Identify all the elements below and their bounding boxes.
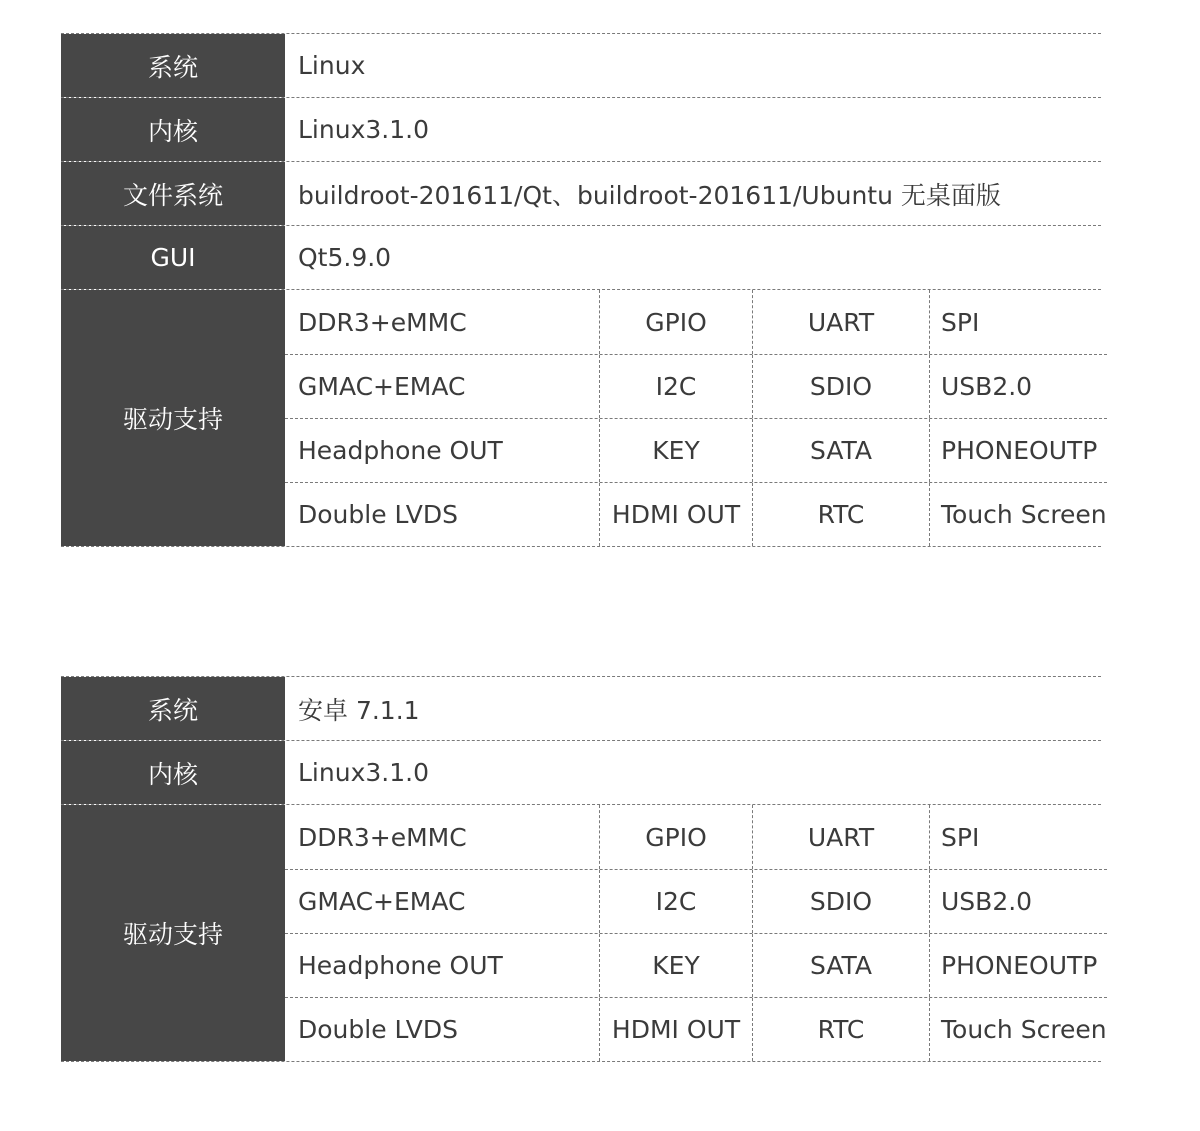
spec-row-system — [61, 33, 1101, 97]
row-value: 安卓 7.1.1 — [298, 695, 420, 725]
spec-row-gui — [61, 225, 1101, 289]
spec-row-kernel — [61, 740, 1101, 804]
driver-row — [285, 997, 1107, 1061]
driver-row — [285, 933, 1107, 997]
driver-cell: SPI — [929, 805, 1107, 869]
driver-row — [285, 869, 1107, 933]
driver-cell: USB2.0 — [929, 355, 1107, 418]
driver-cell: PHONEOUTP — [929, 419, 1107, 482]
driver-grid — [285, 290, 1107, 546]
spec-row-filesystem — [61, 161, 1101, 225]
row-label: 文件系统 — [61, 162, 285, 225]
driver-cell: HDMI OUT — [599, 483, 752, 546]
driver-cell: DDR3+eMMC — [298, 822, 467, 852]
driver-cell: GMAC+EMAC — [298, 372, 466, 401]
row-value: Linux3.1.0 — [298, 758, 429, 787]
driver-cell: KEY — [599, 419, 752, 482]
row-label: 内核 — [61, 98, 285, 161]
driver-cell: GMAC+EMAC — [298, 887, 466, 916]
row-label: 内核 — [61, 741, 285, 804]
driver-cell: HDMI OUT — [599, 998, 752, 1061]
driver-cell: Touch Screen — [929, 998, 1107, 1061]
driver-row — [285, 354, 1107, 418]
spec-row-kernel — [61, 97, 1101, 161]
driver-cell: DDR3+eMMC — [298, 307, 467, 337]
driver-cell: USB2.0 — [929, 870, 1107, 933]
row-label: 驱动支持 — [61, 290, 285, 546]
driver-cell: RTC — [752, 483, 929, 546]
driver-row — [285, 290, 1107, 354]
linux-spec-table — [61, 33, 1107, 547]
spec-row-drivers — [61, 289, 1107, 547]
driver-cell: Double LVDS — [298, 1015, 458, 1044]
driver-cell: GPIO — [599, 805, 752, 869]
driver-row — [285, 418, 1107, 482]
driver-grid — [285, 805, 1107, 1061]
driver-cell: Headphone OUT — [298, 436, 503, 465]
driver-cell: KEY — [599, 934, 752, 997]
spec-row-drivers — [61, 804, 1107, 1062]
driver-cell: SDIO — [752, 870, 929, 933]
driver-cell: I2C — [599, 870, 752, 933]
driver-cell: UART — [752, 805, 929, 869]
driver-row — [285, 482, 1107, 546]
row-value: Qt5.9.0 — [298, 243, 392, 272]
row-label: 系统 — [61, 34, 285, 97]
driver-cell: I2C — [599, 355, 752, 418]
driver-cell: RTC — [752, 998, 929, 1061]
driver-cell: SDIO — [752, 355, 929, 418]
driver-cell: Headphone OUT — [298, 951, 503, 980]
driver-cell: Double LVDS — [298, 500, 458, 529]
driver-cell: Touch Screen — [929, 483, 1107, 546]
driver-cell: SPI — [929, 290, 1107, 354]
row-value: Linux — [298, 51, 366, 80]
row-label: GUI — [61, 226, 285, 289]
row-label: 系统 — [61, 677, 285, 740]
row-value: Linux3.1.0 — [298, 115, 429, 144]
driver-cell: UART — [752, 290, 929, 354]
driver-cell: PHONEOUTP — [929, 934, 1107, 997]
driver-cell: SATA — [752, 934, 929, 997]
driver-cell: GPIO — [599, 290, 752, 354]
driver-row — [285, 805, 1107, 869]
row-value: buildroot-201611/Qt、buildroot-201611/Ubuntu 无桌面版 — [298, 180, 1001, 210]
row-label: 驱动支持 — [61, 805, 285, 1061]
android-spec-table — [61, 676, 1107, 1062]
spec-row-system — [61, 676, 1101, 740]
driver-cell: SATA — [752, 419, 929, 482]
